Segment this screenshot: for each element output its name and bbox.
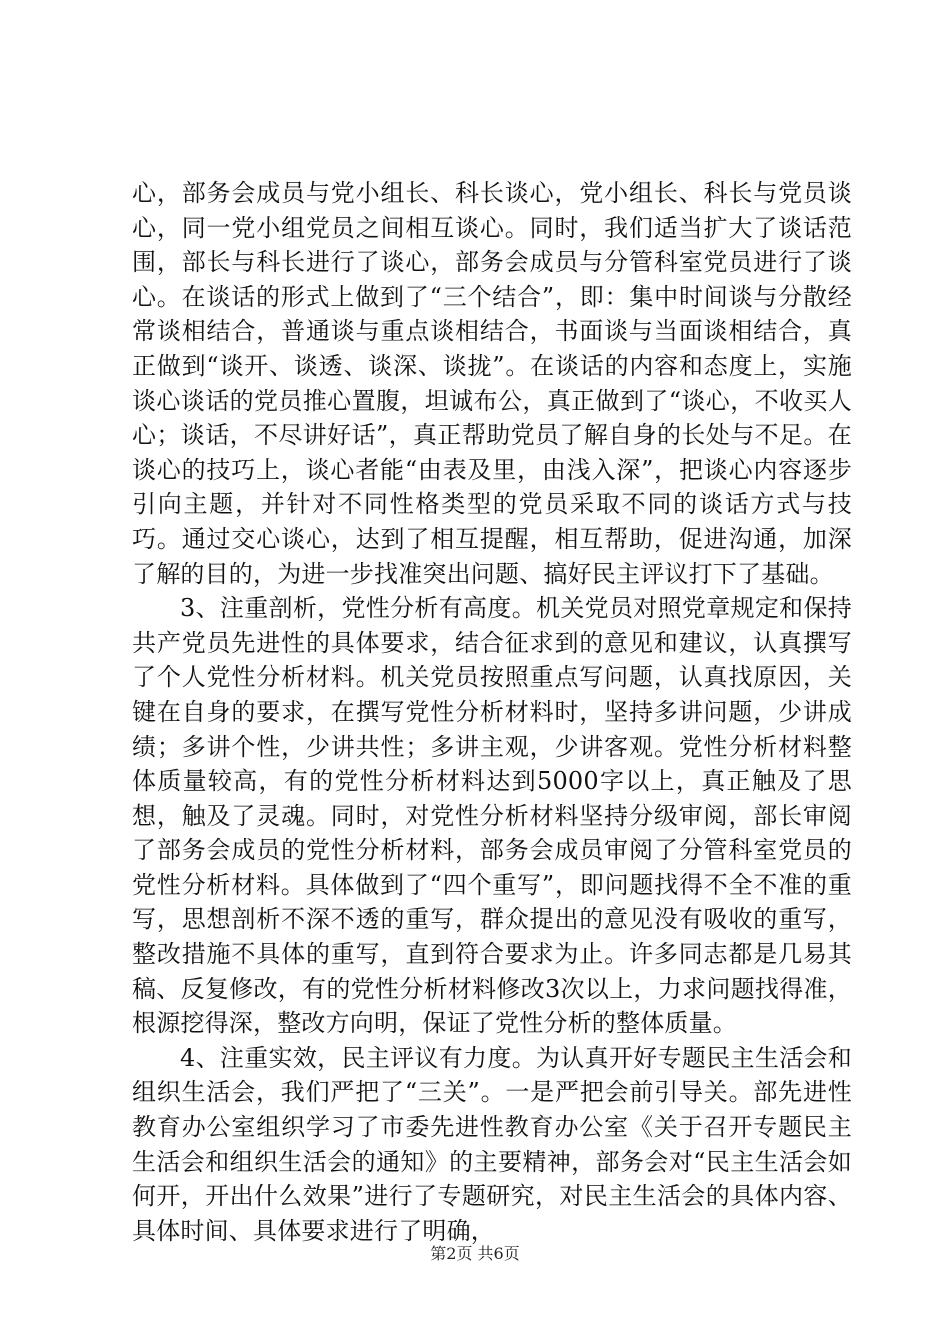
document-body <box>132 176 852 1248</box>
paragraph-2: 3、注重剖析，党性分析有高度。机关党员对照党章规定和保持共产党员先进性的具体要求，结合征求到的意见和建议，认真撰写了个人党性分析材料。机关党员按照重点写问题，认真找原因，关键在自身的要求，在撰写党性分析材料时，坚持多讲问题，少讲成绩；多讲个性，少讲共性；多讲主观，少讲客观。党性分析材料整体质量较高，有的党性分析材料达到5000字以上，真正触及了思想，触及了灵魂。同时，对党性分析材料坚持分级审阅，部长审阅了部务会成员的党性分析材料，部务会成员审阅了分管科室党员的党性分析材料。具体做到了“四个重写”，即问题找得不全不准的重写，思想剖析不深不透的重写，群众提出的意见没有吸收的重写，整改措施不具体的重写，直到符合要求为止。许多同志都是几易其稿、反复修改，有的党性分析材料修改3次以上，力求问题找得准，根源挖得深，整改方向明，保证了党性分析的整体质量。 <box>132 594 852 1038</box>
paragraph-1: 心，部务会成员与党小组长、科长谈心，党小组长、科长与党员谈心，同一党小组党员之间相互谈心。同时，我们适当扩大了谈话范围，部长与科长进行了谈心，部务会成员与分管科室党员进行了谈心。在谈话的形式上做到了“三个结合”，即：集中时间谈与分散经常谈相结合，普通谈与重点谈相结合，书面谈与当面谈相结合，真正做到“谈开、谈透、谈深、谈拢”。在谈话的内容和态度上，实施谈心谈话的党员推心置腹，坦诚布公，真正做到了“谈心，不收买人心；谈话，不尽讲好话”，真正帮助党员了解自身的长处与不足。在谈心的技巧上，谈心者能“由表及里，由浅入深”，把谈心内容逐步引向主题，并针对不同性格类型的党员采取不同的谈话方式与技巧。通过交心谈心，达到了相互提醒，相互帮助，促进沟通，加深了解的目的，为进一步找准突出问题、搞好民主评议打下了基础。 <box>132 179 852 588</box>
paragraph-3: 4、注重实效，民主评议有力度。为认真开好专题民主生活会和组织生活会，我们严把了“三关”。一是严把会前引导关。部先进性教育办公室组织学习了市委先进性教育办公室《关于召开专题民主生活会和组织生活会的通知》的主要精神，部务会对“民主生活会如何开，开出什么效果”进行了专题研究，对民主生活会的具体内容、具体时间、具体要求进行了明确， <box>132 1043 852 1245</box>
page-number-footer: 第2页 共6页 <box>430 1244 520 1263</box>
